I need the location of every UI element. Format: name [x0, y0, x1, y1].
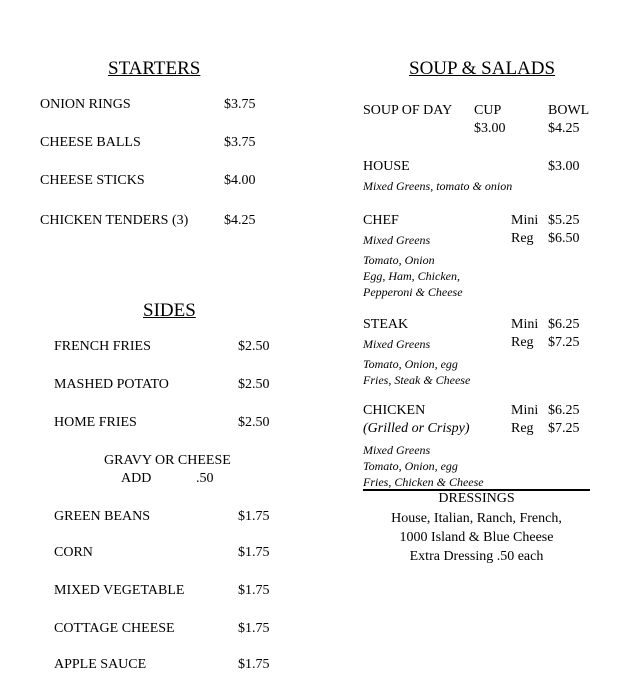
extra-dressing-note: Extra Dressing .50 each: [409, 549, 544, 564]
side-item-price: $1.75: [238, 583, 270, 598]
starter-item-price: $3.75: [224, 97, 256, 112]
steak-mini-price: $6.25: [548, 317, 580, 332]
bowl-label: BOWL: [548, 103, 590, 118]
chef-salad-desc: Pepperoni & Cheese: [363, 285, 463, 299]
chicken-reg-price: $7.25: [548, 421, 580, 436]
side-item-price: $1.75: [238, 621, 270, 636]
sides-heading: SIDES: [143, 300, 196, 321]
side-item-name: FRENCH FRIES: [54, 339, 151, 354]
house-salad-price: $3.00: [548, 159, 580, 174]
steak-salad-desc: Tomato, Onion, egg: [363, 357, 458, 371]
chef-reg-price: $6.50: [548, 231, 580, 246]
side-item-price: $1.75: [238, 545, 270, 560]
chef-mini-price: $5.25: [548, 213, 580, 228]
starters-heading: STARTERS: [108, 58, 201, 79]
starter-item-name: ONION RINGS: [40, 97, 131, 112]
side-item-name: GREEN BEANS: [54, 509, 151, 524]
chicken-salad-desc: Tomato, Onion, egg: [363, 459, 458, 473]
side-item-name: MIXED VEGETABLE: [54, 583, 185, 598]
chef-mini-label: Mini: [511, 213, 539, 228]
chicken-reg-label: Reg: [511, 421, 534, 436]
side-item-name: APPLE SAUCE: [54, 657, 147, 672]
chef-salad-desc: Mixed Greens: [363, 233, 431, 247]
chicken-salad-option: (Grilled or Crispy): [363, 421, 470, 436]
chef-reg-label: Reg: [511, 231, 534, 246]
house-salad-desc: Mixed Greens, tomato & onion: [363, 179, 513, 193]
chef-salad-desc: Tomato, Onion: [363, 253, 435, 267]
chef-salad-desc: Egg, Ham, Chicken,: [363, 269, 460, 283]
chicken-mini-label: Mini: [511, 403, 539, 418]
chicken-salad-name: CHICKEN: [363, 403, 426, 418]
gravy-option-label: GRAVY OR CHEESE: [104, 453, 231, 468]
side-item-name: CORN: [54, 545, 93, 560]
bowl-price: $4.25: [548, 121, 580, 136]
side-item-name: HOME FRIES: [54, 415, 137, 430]
gravy-add-label: ADD: [121, 471, 152, 486]
chicken-mini-price: $6.25: [548, 403, 580, 418]
dressings-list: 1000 Island & Blue Cheese: [399, 530, 554, 545]
side-item-price: $2.50: [238, 377, 270, 392]
chicken-salad-desc: Mixed Greens: [363, 443, 431, 457]
cup-price: $3.00: [474, 121, 506, 136]
steak-reg-label: Reg: [511, 335, 534, 350]
side-item-price: $2.50: [238, 339, 270, 354]
house-salad-name: HOUSE: [363, 159, 410, 174]
soup-of-day-name: SOUP OF DAY: [363, 103, 453, 118]
dressings-list: House, Italian, Ranch, French,: [391, 511, 562, 526]
side-item-price: $1.75: [238, 657, 270, 672]
steak-salad-desc: Mixed Greens: [363, 337, 431, 351]
dressings-heading: DRESSINGS: [438, 491, 515, 506]
starter-item-name: CHEESE STICKS: [40, 173, 145, 188]
starter-item-price: $4.25: [224, 213, 256, 228]
side-item-name: MASHED POTATO: [54, 377, 169, 392]
starter-item-price: $4.00: [224, 173, 256, 188]
side-item-name: COTTAGE CHEESE: [54, 621, 175, 636]
steak-mini-label: Mini: [511, 317, 539, 332]
starter-item-price: $3.75: [224, 135, 256, 150]
gravy-add-price: .50: [196, 471, 214, 486]
chef-salad-name: CHEF: [363, 213, 399, 228]
starter-item-name: CHEESE BALLS: [40, 135, 141, 150]
steak-salad-name: STEAK: [363, 317, 409, 332]
cup-label: CUP: [474, 103, 502, 118]
starter-item-name: CHICKEN TENDERS (3): [40, 213, 189, 228]
side-item-price: $2.50: [238, 415, 270, 430]
chicken-salad-desc: Fries, Chicken & Cheese: [363, 475, 484, 489]
side-item-price: $1.75: [238, 509, 270, 524]
steak-salad-desc: Fries, Steak & Cheese: [363, 373, 471, 387]
steak-reg-price: $7.25: [548, 335, 580, 350]
soups-heading: SOUP & SALADS: [409, 58, 556, 79]
